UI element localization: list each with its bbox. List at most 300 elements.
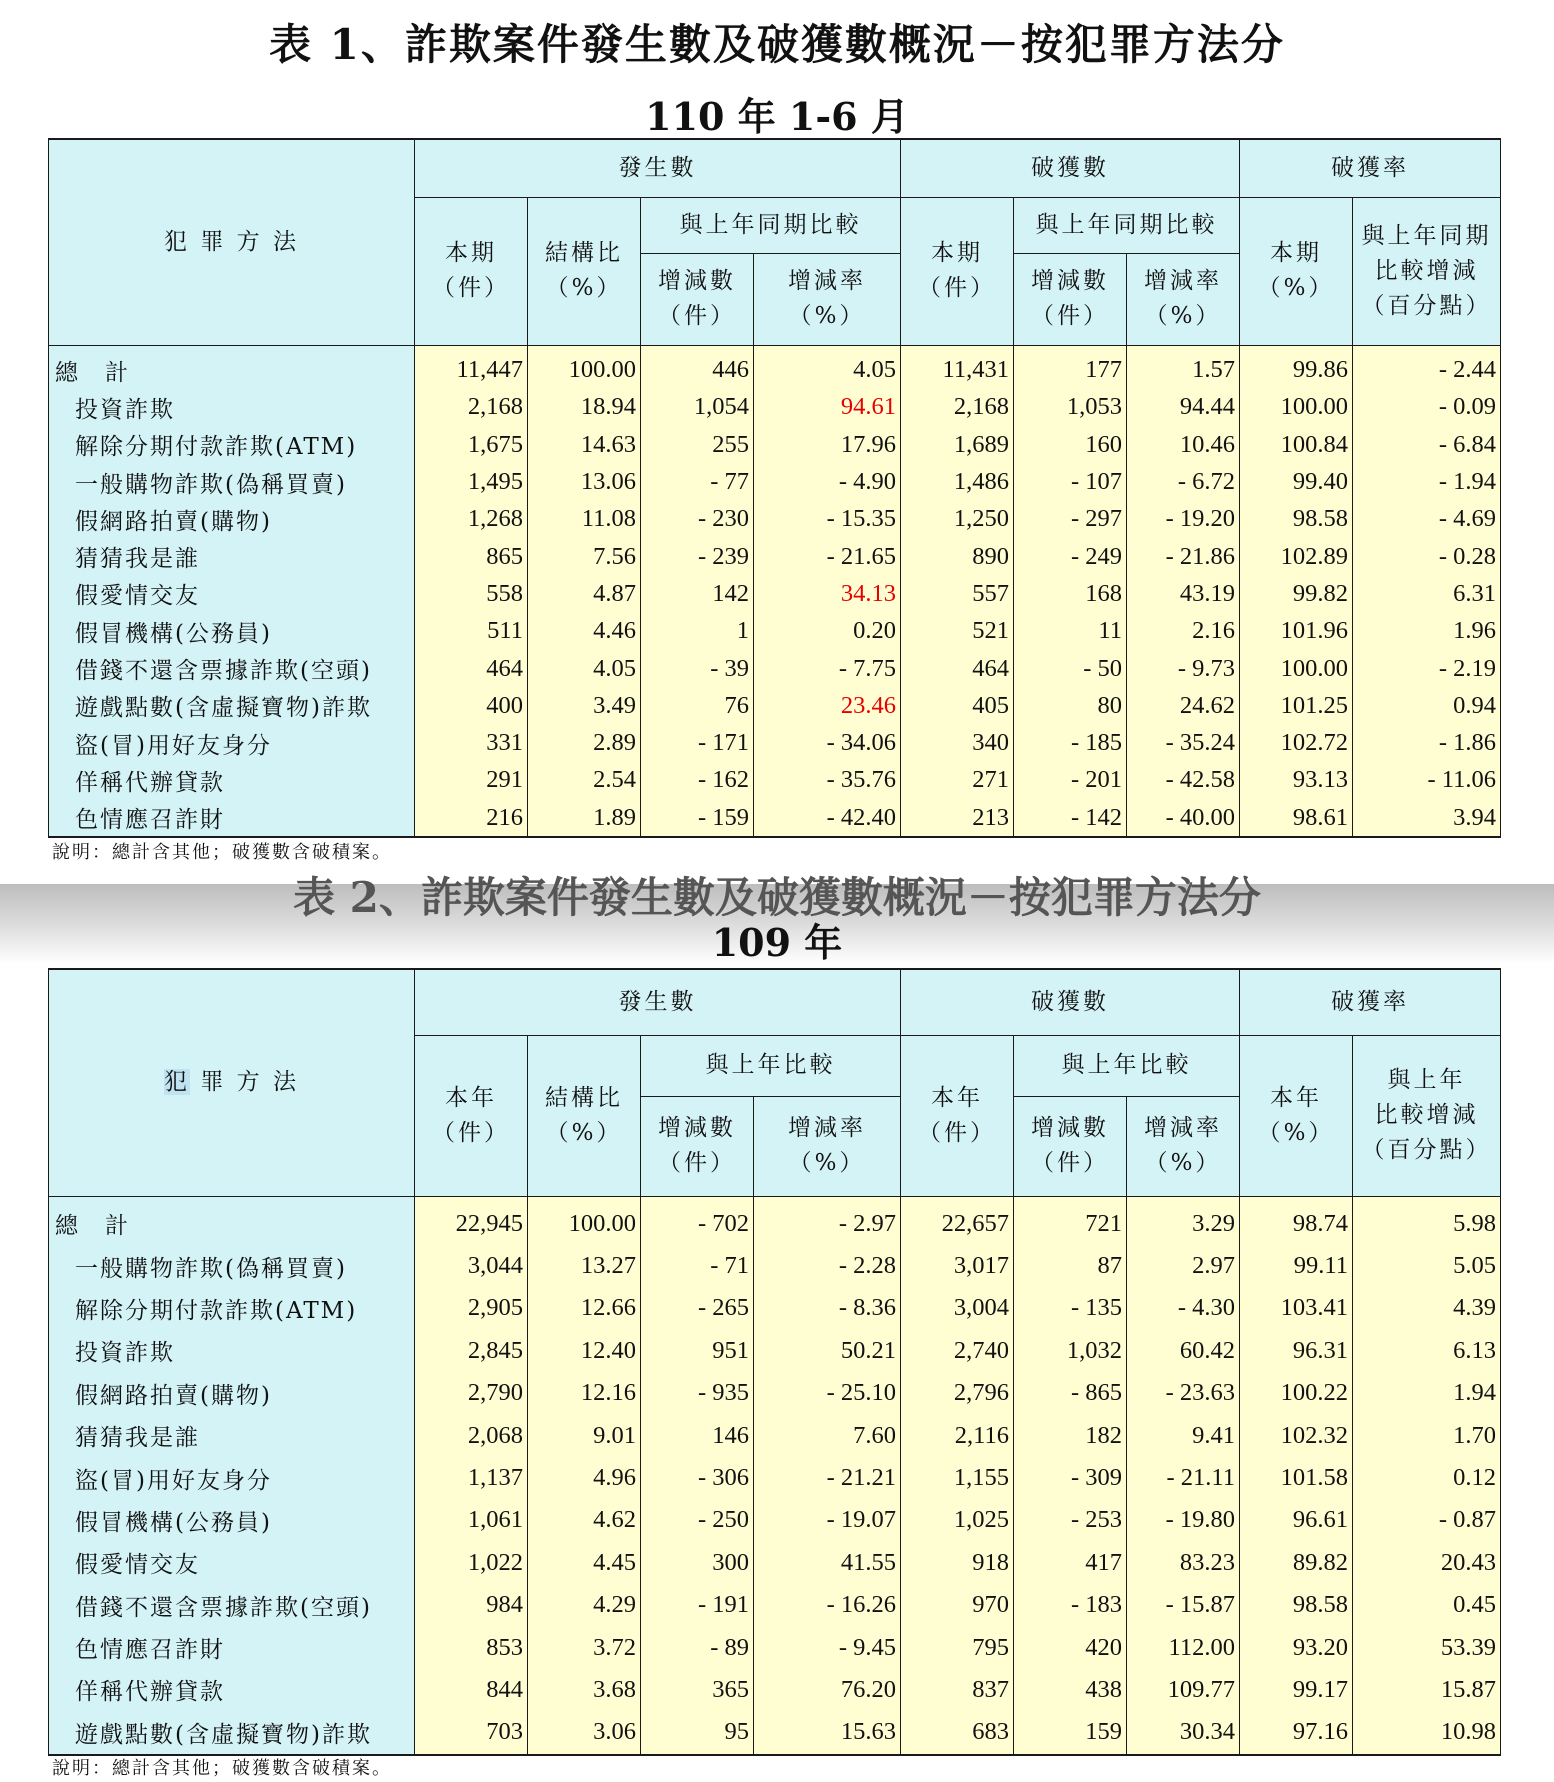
solved-change-num-cell: - 50 — [1014, 650, 1127, 687]
solved-change-rate-cell: 9.41 — [1127, 1414, 1240, 1456]
rate-change-cell: 1.96 — [1353, 613, 1501, 650]
solved-current-cell: 1,486 — [901, 463, 1014, 500]
table-row — [49, 345, 1501, 389]
occ-change-num-cell: 446 — [641, 345, 754, 389]
occ-current-cell: 853 — [415, 1626, 528, 1668]
method-cell: 投資詐欺 — [49, 1330, 415, 1372]
solved-compare-header: 與上年同期比較 — [1014, 197, 1240, 253]
solved-change-num-cell: - 142 — [1014, 799, 1127, 837]
solved-current-cell: 3,017 — [901, 1245, 1014, 1287]
solved-current-cell: 890 — [901, 538, 1014, 575]
occ-change-num-cell: 76 — [641, 687, 754, 724]
table-row — [49, 501, 1501, 538]
table-row — [49, 389, 1501, 426]
structure-header: 結構比 （%） — [528, 197, 641, 345]
solved-change-rate-cell: - 21.86 — [1127, 538, 1240, 575]
rate-current-cell: 100.22 — [1240, 1372, 1353, 1414]
structure-cell: 14.63 — [528, 426, 641, 463]
solved-current-cell: 837 — [901, 1669, 1014, 1711]
occ-change-num-cell: - 159 — [641, 799, 754, 837]
solve-rate-header: 破獲率 — [1240, 139, 1501, 197]
occ-current-cell: 865 — [415, 538, 528, 575]
rate-current-cell: 98.58 — [1240, 501, 1353, 538]
method-cell: 色情應召詐財 — [49, 1626, 415, 1668]
solved-change-rate-cell: 109.77 — [1127, 1669, 1240, 1711]
solved-current-cell: 3,004 — [901, 1287, 1014, 1329]
table-row — [49, 762, 1501, 799]
table-row — [49, 1542, 1501, 1584]
rate-change-cell: 15.87 — [1353, 1669, 1501, 1711]
solved-change-rate-cell: - 19.80 — [1127, 1499, 1240, 1541]
occ-change-num-cell: - 250 — [641, 1499, 754, 1541]
structure-cell: 3.68 — [528, 1669, 641, 1711]
occ-change-rate-cell: 7.60 — [754, 1414, 901, 1456]
rate-current-cell: 96.31 — [1240, 1330, 1353, 1372]
structure-cell: 4.45 — [528, 1542, 641, 1584]
solved-change-num-cell: - 865 — [1014, 1372, 1127, 1414]
method-cell: 投資詐欺 — [49, 389, 415, 426]
occ-change-rate-cell: - 21.21 — [754, 1457, 901, 1499]
rate-current-cell: 102.32 — [1240, 1414, 1353, 1456]
rate-change-cell: 0.94 — [1353, 687, 1501, 724]
rate-current-cell: 102.72 — [1240, 724, 1353, 761]
solved-change-rate-cell: 112.00 — [1127, 1626, 1240, 1668]
occ-current-cell: 291 — [415, 762, 528, 799]
rate-current-cell: 103.41 — [1240, 1287, 1353, 1329]
table1-period: 110 年 1-6 月 — [645, 94, 909, 139]
method-cell: 遊戲點數(含虛擬寶物)詐欺 — [49, 687, 415, 724]
rate-current-cell: 93.20 — [1240, 1626, 1353, 1668]
rate-change-cell: - 0.09 — [1353, 389, 1501, 426]
table-row — [49, 687, 1501, 724]
occ-change-rate-cell: - 2.97 — [754, 1196, 901, 1245]
structure-cell: 100.00 — [528, 1196, 641, 1245]
solve-rate-header: 破獲率 — [1240, 969, 1501, 1035]
structure-cell: 12.66 — [528, 1287, 641, 1329]
method-cell: 色情應召詐財 — [49, 799, 415, 837]
solved-current-cell: 1,025 — [901, 1499, 1014, 1541]
occ-change-rate-cell: 34.13 — [754, 575, 901, 612]
rate-change-cell: 20.43 — [1353, 1542, 1501, 1584]
table2-note: 說明：總計含其他；破獲數含破積案。 — [52, 1758, 392, 1779]
solved-change-rate-cell: - 21.11 — [1127, 1457, 1240, 1499]
solved-change-rate-cell: - 35.24 — [1127, 724, 1240, 761]
occ-change-rate-cell: - 16.26 — [754, 1584, 901, 1626]
solved-change-num-cell: 160 — [1014, 426, 1127, 463]
table-row — [49, 613, 1501, 650]
occ-current-cell: 511 — [415, 613, 528, 650]
table1-body — [49, 345, 1501, 837]
occ-change-num-cell: - 935 — [641, 1372, 754, 1414]
occ-change-num-cell: 1,054 — [641, 389, 754, 426]
occ-change-rate-header: 增減率 （%） — [754, 1096, 901, 1196]
table-row — [49, 650, 1501, 687]
table-row — [49, 1626, 1501, 1668]
rate-compare-header: 與上年 比較增減 （百分點） — [1353, 1035, 1501, 1196]
occ-change-rate-cell: - 34.06 — [754, 724, 901, 761]
rate-change-cell: 6.31 — [1353, 575, 1501, 612]
solved-change-rate-cell: - 4.30 — [1127, 1287, 1240, 1329]
solved-compare-header: 與上年比較 — [1014, 1035, 1240, 1096]
solved-change-num-header: 增減數 （件） — [1014, 253, 1127, 345]
table-row — [49, 724, 1501, 761]
method-cell: 猜猜我是誰 — [49, 538, 415, 575]
solved-change-num-cell: - 201 — [1014, 762, 1127, 799]
occ-change-rate-cell: 50.21 — [754, 1330, 901, 1372]
rate-change-cell: - 11.06 — [1353, 762, 1501, 799]
structure-cell: 18.94 — [528, 389, 641, 426]
occ-change-rate-cell: 15.63 — [754, 1711, 901, 1754]
rate-change-cell: 53.39 — [1353, 1626, 1501, 1668]
rate-current-cell: 100.00 — [1240, 650, 1353, 687]
rate-change-cell: - 1.94 — [1353, 463, 1501, 500]
solved-change-num-header: 增減數 （件） — [1014, 1096, 1127, 1196]
occ-current-cell: 2,168 — [415, 389, 528, 426]
rate-change-cell: 5.05 — [1353, 1245, 1501, 1287]
method-cell: 一般購物詐欺(偽稱買賣) — [49, 1245, 415, 1287]
occ-change-rate-cell: 41.55 — [754, 1542, 901, 1584]
rate-change-cell: 5.98 — [1353, 1196, 1501, 1245]
table2-period: 109 年 — [711, 920, 843, 965]
rate-current-header: 本年 （%） — [1240, 1035, 1353, 1196]
solved-change-rate-cell: 30.34 — [1127, 1711, 1240, 1754]
solved-change-num-cell: 182 — [1014, 1414, 1127, 1456]
occurrence-header: 發生數 — [415, 969, 901, 1035]
rate-change-cell: 6.13 — [1353, 1330, 1501, 1372]
method-cell: 借錢不還含票據詐欺(空頭) — [49, 650, 415, 687]
solved-current-cell: 557 — [901, 575, 1014, 612]
rate-change-cell: - 6.84 — [1353, 426, 1501, 463]
rate-current-cell: 96.61 — [1240, 1499, 1353, 1541]
solved-change-rate-cell: - 19.20 — [1127, 501, 1240, 538]
method-cell: 解除分期付款詐欺(ATM) — [49, 426, 415, 463]
occ-change-num-cell: 1 — [641, 613, 754, 650]
occ-change-num-cell: - 162 — [641, 762, 754, 799]
structure-cell: 4.87 — [528, 575, 641, 612]
solved-change-rate-cell: 43.19 — [1127, 575, 1240, 612]
occ-change-rate-cell: 0.20 — [754, 613, 901, 650]
rate-current-cell: 98.58 — [1240, 1584, 1353, 1626]
occ-current-cell: 1,495 — [415, 463, 528, 500]
occ-change-rate-cell: - 19.07 — [754, 1499, 901, 1541]
occ-compare-header: 與上年同期比較 — [641, 197, 901, 253]
structure-cell: 1.89 — [528, 799, 641, 837]
occ-current-header: 本期 （件） — [415, 197, 528, 345]
method-cell: 一般購物詐欺(偽稱買賣) — [49, 463, 415, 500]
text-selection[interactable]: 犯 — [164, 1069, 191, 1096]
rate-change-cell: - 1.86 — [1353, 724, 1501, 761]
rate-change-cell: - 2.44 — [1353, 345, 1501, 389]
solved-change-rate-cell: 10.46 — [1127, 426, 1240, 463]
solved-current-cell: 795 — [901, 1626, 1014, 1668]
rate-current-cell: 101.25 — [1240, 687, 1353, 724]
method-cell: 解除分期付款詐欺(ATM) — [49, 1287, 415, 1329]
occ-change-num-cell: 95 — [641, 1711, 754, 1754]
occ-change-rate-cell: - 2.28 — [754, 1245, 901, 1287]
rate-change-cell: 0.45 — [1353, 1584, 1501, 1626]
structure-cell: 4.29 — [528, 1584, 641, 1626]
solved-change-num-cell: - 253 — [1014, 1499, 1127, 1541]
occ-change-rate-cell: - 15.35 — [754, 501, 901, 538]
occ-change-num-cell: - 230 — [641, 501, 754, 538]
solved-change-num-cell: 1,053 — [1014, 389, 1127, 426]
solved-change-num-cell: 721 — [1014, 1196, 1127, 1245]
occ-current-cell: 1,675 — [415, 426, 528, 463]
table-row — [49, 538, 1501, 575]
solved-change-num-cell: 168 — [1014, 575, 1127, 612]
structure-cell: 3.06 — [528, 1711, 641, 1754]
solved-change-num-cell: 420 — [1014, 1626, 1127, 1668]
rate-change-cell: 10.98 — [1353, 1711, 1501, 1754]
solved-change-num-cell: - 249 — [1014, 538, 1127, 575]
occ-current-cell: 216 — [415, 799, 528, 837]
table1 — [48, 138, 1501, 838]
structure-cell: 12.40 — [528, 1330, 641, 1372]
rate-current-cell: 97.16 — [1240, 1711, 1353, 1754]
occ-current-cell: 1,268 — [415, 501, 528, 538]
occ-change-rate-cell: 4.05 — [754, 345, 901, 389]
solved-current-cell: 11,431 — [901, 345, 1014, 389]
method-cell: 假愛情交友 — [49, 1542, 415, 1584]
method-cell: 佯稱代辦貸款 — [49, 762, 415, 799]
occ-change-rate-cell: 17.96 — [754, 426, 901, 463]
solved-current-cell: 521 — [901, 613, 1014, 650]
structure-header: 結構比 （%） — [528, 1035, 641, 1196]
occ-current-header: 本年 （件） — [415, 1035, 528, 1196]
occ-compare-header: 與上年比較 — [641, 1035, 901, 1096]
occ-current-cell: 400 — [415, 687, 528, 724]
occ-change-rate-cell: - 35.76 — [754, 762, 901, 799]
occ-current-cell: 22,945 — [415, 1196, 528, 1245]
rate-change-cell: 1.94 — [1353, 1372, 1501, 1414]
method-cell: 遊戲點數(含虛擬寶物)詐欺 — [49, 1711, 415, 1754]
rate-current-cell: 102.89 — [1240, 538, 1353, 575]
occ-change-rate-cell: 76.20 — [754, 1669, 901, 1711]
rate-current-cell: 100.00 — [1240, 389, 1353, 426]
table-row — [49, 1245, 1501, 1287]
occ-current-cell: 2,845 — [415, 1330, 528, 1372]
solved-change-rate-cell: 1.57 — [1127, 345, 1240, 389]
occ-change-num-cell: 142 — [641, 575, 754, 612]
solved-change-num-cell: 159 — [1014, 1711, 1127, 1754]
method-cell: 總 計 — [49, 1196, 415, 1245]
structure-cell: 4.46 — [528, 613, 641, 650]
table-row — [49, 1457, 1501, 1499]
table-row — [49, 1499, 1501, 1541]
structure-cell: 7.56 — [528, 538, 641, 575]
table-row — [49, 1330, 1501, 1372]
rate-current-cell: 89.82 — [1240, 1542, 1353, 1584]
occ-change-num-header: 增減數 （件） — [641, 253, 754, 345]
method-cell: 佯稱代辦貸款 — [49, 1669, 415, 1711]
solved-header: 破獲數 — [901, 139, 1240, 197]
rate-change-cell: - 2.19 — [1353, 650, 1501, 687]
page-title: 表 1、詐欺案件發生數及破獲數概況－按犯罪方法分 — [269, 20, 1285, 69]
structure-cell: 2.54 — [528, 762, 641, 799]
occ-current-cell: 2,068 — [415, 1414, 528, 1456]
method-cell: 總 計 — [49, 345, 415, 389]
occ-change-num-cell: - 89 — [641, 1626, 754, 1668]
occ-change-num-cell: - 702 — [641, 1196, 754, 1245]
structure-cell: 11.08 — [528, 501, 641, 538]
rate-current-cell: 100.84 — [1240, 426, 1353, 463]
method-header: 犯 罪 方 法 — [49, 969, 415, 1196]
table2-body — [49, 1196, 1501, 1755]
rate-change-cell: - 0.28 — [1353, 538, 1501, 575]
solved-current-header: 本年 （件） — [901, 1035, 1014, 1196]
occ-current-cell: 558 — [415, 575, 528, 612]
solved-change-rate-cell: - 15.87 — [1127, 1584, 1240, 1626]
occ-change-rate-cell: - 25.10 — [754, 1372, 901, 1414]
occ-current-cell: 1,022 — [415, 1542, 528, 1584]
occ-change-rate-cell: - 9.45 — [754, 1626, 901, 1668]
solved-change-num-cell: 80 — [1014, 687, 1127, 724]
structure-cell: 3.49 — [528, 687, 641, 724]
occ-current-cell: 3,044 — [415, 1245, 528, 1287]
table-row — [49, 426, 1501, 463]
occ-current-cell: 703 — [415, 1711, 528, 1754]
rate-change-cell: 1.70 — [1353, 1414, 1501, 1456]
table-row — [49, 1372, 1501, 1414]
rate-change-cell: 3.94 — [1353, 799, 1501, 837]
solved-change-num-cell: 177 — [1014, 345, 1127, 389]
structure-cell: 12.16 — [528, 1372, 641, 1414]
table-row — [49, 1584, 1501, 1626]
solved-change-rate-cell: 3.29 — [1127, 1196, 1240, 1245]
occ-change-num-cell: - 39 — [641, 650, 754, 687]
table1-note: 說明：總計含其他；破獲數含破積案。 — [52, 842, 392, 863]
rate-current-cell: 98.61 — [1240, 799, 1353, 837]
rate-current-cell: 99.40 — [1240, 463, 1353, 500]
solved-current-cell: 970 — [901, 1584, 1014, 1626]
solved-change-rate-cell: - 9.73 — [1127, 650, 1240, 687]
occ-change-rate-cell: - 8.36 — [754, 1287, 901, 1329]
table-row — [49, 575, 1501, 612]
occ-current-cell: 844 — [415, 1669, 528, 1711]
solved-change-num-cell: - 107 — [1014, 463, 1127, 500]
occ-change-rate-cell: - 42.40 — [754, 799, 901, 837]
structure-cell: 2.89 — [528, 724, 641, 761]
solved-change-rate-cell: 94.44 — [1127, 389, 1240, 426]
structure-cell: 4.05 — [528, 650, 641, 687]
solved-change-rate-cell: - 40.00 — [1127, 799, 1240, 837]
solved-current-cell: 405 — [901, 687, 1014, 724]
occ-change-num-cell: - 306 — [641, 1457, 754, 1499]
occ-current-cell: 1,137 — [415, 1457, 528, 1499]
table-row — [49, 1711, 1501, 1754]
table-row — [49, 1196, 1501, 1245]
solved-change-rate-cell: 2.97 — [1127, 1245, 1240, 1287]
table2 — [48, 968, 1501, 1756]
occ-change-num-cell: 146 — [641, 1414, 754, 1456]
solved-change-rate-cell: 83.23 — [1127, 1542, 1240, 1584]
method-cell: 假網路拍賣(購物) — [49, 501, 415, 538]
solved-change-num-cell: 417 — [1014, 1542, 1127, 1584]
occ-change-rate-cell: - 4.90 — [754, 463, 901, 500]
solved-current-cell: 464 — [901, 650, 1014, 687]
rate-current-cell: 99.17 — [1240, 1669, 1353, 1711]
solved-header: 破獲數 — [901, 969, 1240, 1035]
solved-change-rate-cell: 24.62 — [1127, 687, 1240, 724]
occ-change-num-cell: 255 — [641, 426, 754, 463]
solved-current-cell: 918 — [901, 1542, 1014, 1584]
table-row — [49, 1669, 1501, 1711]
occ-change-num-header: 增減數 （件） — [641, 1096, 754, 1196]
solved-change-num-cell: - 185 — [1014, 724, 1127, 761]
structure-cell: 100.00 — [528, 345, 641, 389]
solved-change-rate-cell: - 6.72 — [1127, 463, 1240, 500]
solved-change-rate-header: 增減率 （%） — [1127, 1096, 1240, 1196]
solved-change-num-cell: - 135 — [1014, 1287, 1127, 1329]
table2-title-partial — [0, 868, 1554, 886]
solved-current-cell: 683 — [901, 1711, 1014, 1754]
rate-current-cell: 101.58 — [1240, 1457, 1353, 1499]
solved-change-rate-cell: - 23.63 — [1127, 1372, 1240, 1414]
solved-change-num-cell: 1,032 — [1014, 1330, 1127, 1372]
solved-change-num-cell: 11 — [1014, 613, 1127, 650]
rate-current-cell: 99.11 — [1240, 1245, 1353, 1287]
occ-current-cell: 2,790 — [415, 1372, 528, 1414]
structure-cell: 13.06 — [528, 463, 641, 500]
solved-current-cell: 271 — [901, 762, 1014, 799]
structure-cell: 3.72 — [528, 1626, 641, 1668]
solved-change-num-cell: - 297 — [1014, 501, 1127, 538]
solved-current-cell: 2,168 — [901, 389, 1014, 426]
method-cell: 盜(冒)用好友身分 — [49, 1457, 415, 1499]
solved-change-num-cell: 438 — [1014, 1669, 1127, 1711]
rate-current-cell: 101.96 — [1240, 613, 1353, 650]
solved-change-rate-cell: - 42.58 — [1127, 762, 1240, 799]
occ-change-num-cell: - 239 — [641, 538, 754, 575]
rate-current-header: 本期 （%） — [1240, 197, 1353, 345]
table-row — [49, 463, 1501, 500]
table-row — [49, 799, 1501, 837]
solved-change-rate-cell: 2.16 — [1127, 613, 1240, 650]
table-row — [49, 1287, 1501, 1329]
solved-current-cell: 1,250 — [901, 501, 1014, 538]
rate-change-cell: 0.12 — [1353, 1457, 1501, 1499]
occ-change-rate-cell: - 21.65 — [754, 538, 901, 575]
solved-change-num-cell: - 309 — [1014, 1457, 1127, 1499]
rate-current-cell: 99.86 — [1240, 345, 1353, 389]
occ-change-rate-cell: 94.61 — [754, 389, 901, 426]
rate-current-cell: 99.82 — [1240, 575, 1353, 612]
method-header: 犯 罪 方 法 — [49, 139, 415, 345]
method-cell: 假冒機構(公務員) — [49, 1499, 415, 1541]
method-cell: 猜猜我是誰 — [49, 1414, 415, 1456]
solved-current-cell: 1,155 — [901, 1457, 1014, 1499]
structure-cell: 13.27 — [528, 1245, 641, 1287]
method-cell: 假冒機構(公務員) — [49, 613, 415, 650]
occ-change-num-cell: 951 — [641, 1330, 754, 1372]
occ-current-cell: 984 — [415, 1584, 528, 1626]
rate-current-cell: 93.13 — [1240, 762, 1353, 799]
occ-change-rate-header: 增減率 （%） — [754, 253, 901, 345]
occ-current-cell: 1,061 — [415, 1499, 528, 1541]
solved-current-cell: 22,657 — [901, 1196, 1014, 1245]
rate-current-cell: 98.74 — [1240, 1196, 1353, 1245]
method-cell: 盜(冒)用好友身分 — [49, 724, 415, 761]
method-cell: 假愛情交友 — [49, 575, 415, 612]
occ-change-num-cell: - 171 — [641, 724, 754, 761]
occ-change-num-cell: 365 — [641, 1669, 754, 1711]
rate-compare-header: 與上年同期 比較增減 （百分點） — [1353, 197, 1501, 345]
method-cell: 假網路拍賣(購物) — [49, 1372, 415, 1414]
solved-current-cell: 2,116 — [901, 1414, 1014, 1456]
occ-change-num-cell: - 77 — [641, 463, 754, 500]
solved-current-header: 本期 （件） — [901, 197, 1014, 345]
solved-change-rate-cell: 60.42 — [1127, 1330, 1240, 1372]
